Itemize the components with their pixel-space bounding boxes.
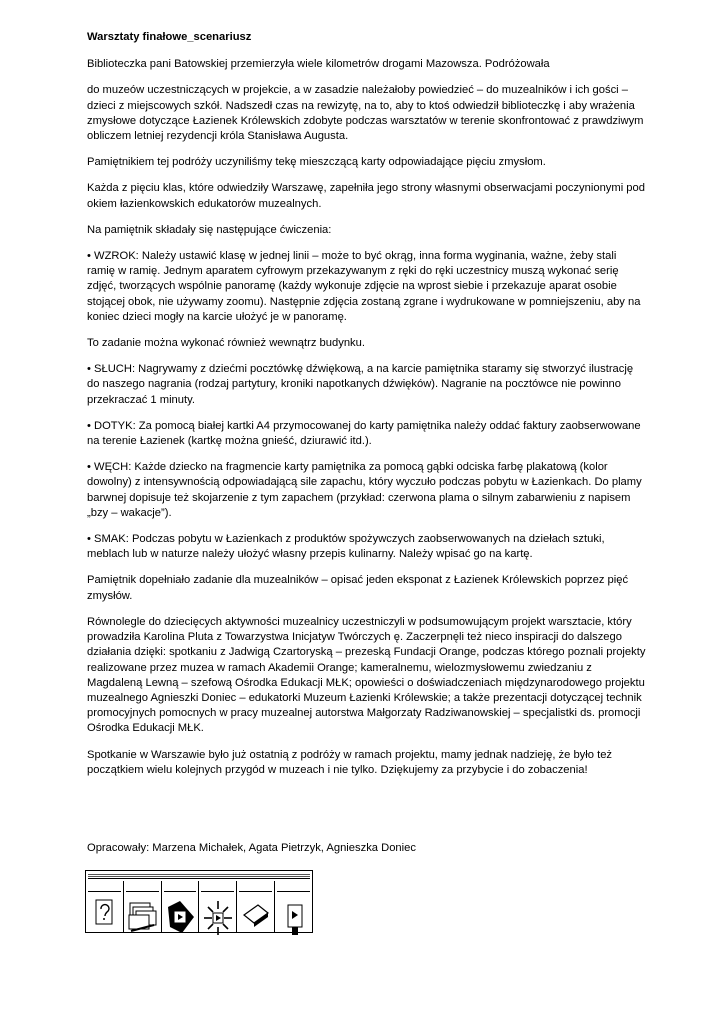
paragraph-wech: • WĘCH: Każde dziecko na fragmencie karty pamiętnika za pomocą gąbki odciska farbę plakatową (kolor dowolny) z intensywnością odpowiadającą sile zapachu, który wyczuło podczas pobytu w Łazienkach. Do plamy barwnej dopisuje też skojarzenie z tym zapachem (przykład: czerwona plama o silnym zabarwieniu z napisem „bzy – wakacje”). (87, 461, 642, 519)
stamp-cell (236, 881, 274, 932)
author-line: Opracowały: Marzena Michałek, Agata Pietrzyk, Agnieszka Doniec (87, 842, 416, 854)
paragraph: Pamiętnikiem tej podróży uczyniliśmy tekę mieszczącą karty odpowiadające pięciu zmysłom. (87, 156, 546, 169)
document-title: Warsztaty finałowe_scenariusz (87, 31, 252, 43)
ear-icon (93, 897, 115, 927)
project-stamp (85, 870, 313, 933)
stamp-cell (86, 881, 123, 932)
paragraph: Spotkanie w Warszawie było już ostatnią z podróży w ramach projektu, mamy jednak nadzieję, że było też początkiem wielu kolejnych przygód w muzeach i nie tylko. Dziękujemy za przybycie i do zobaczenia! (87, 748, 613, 776)
stamp-cell (198, 881, 236, 932)
touch-icon (240, 897, 272, 939)
paragraph: Pamiętnik dopełniało zadanie dla muzealników – opisać jeden eksponat z Łazienek Królewskich poprzez pięć zmysłów. (87, 574, 629, 602)
sun-icon (202, 897, 234, 939)
stamp-cell (123, 881, 161, 932)
stamp-cell (161, 881, 199, 932)
paragraph: To zadanie można wykonać również wewnątrz budynku. (87, 337, 365, 350)
paragraph-dotyk: • DOTYK: Za pomocą białej kartki A4 przymocowanej do karty pamiętnika należy oddać faktury zaobserwowane na terenie Łazienek (kartkę można gnieść, dziurawić itd.). (87, 419, 641, 448)
paragraph: Biblioteczka pani Batowskiej przemierzyła wiele kilometrów drogami Mazowsza. Podróżowała (87, 58, 550, 71)
paragraph: Każda z pięciu klas, które odwiedziły Warszawę, zapełniła jego strony własnymi obserwacjami poczynionymi pod okiem łazienkowskich edukatorów muzealnych. (87, 182, 645, 210)
paragraph: Równolegle do dziecięcych aktywności muzealnicy uczestniczyli w podsumowującym projekt warsztacie, który prowadziła Karolina Pluta z Towarzystwa Inicjatyw Twórczych ę. Zaczerpnęli też nieco inspiracji do dalszego działania dzięki: spotkaniu z Jadwigą Czartoryską – prezeską Fundacji Orange, podczas którego poznali projekty realizowane przez muzea w ramach Akademii Orange; kameralnemu, wielozmysłowemu zwiedzaniu z Magdaleną Lewną – szefową Ośrodka Edukacji MŁK; opowieści o doświadczeniach międzynarodowego projektu muzealnego Agnieszki Doniec – edukatorki Muzeum Łazienki Królewskie; a także prezentacji dotyczącej technik promocyjnych pomocnych w pracy muzealnej autorstwa Małgorzaty Radziwanowskiej – specjalistki ds. promocji Ośrodka Edukacji MŁK. (87, 615, 646, 735)
panorama-icon (126, 897, 158, 939)
document (87, 30, 647, 789)
smell-icon (278, 897, 310, 939)
paragraph-sluch: • SŁUCH: Nagrywamy z dziećmi pocztówkę dźwiękową, a na karcie pamiętnika staramy się stworzyć ilustrację do naszego nagrania (rodzaj partytury, kroniki napotkanych dźwięków). Nagranie na pocztówce nie powinno przekraczać 1 minuty. (87, 363, 634, 406)
paragraph: do muzeów uczestniczących w projekcie, a w zasadzie należałoby powiedzieć – do muzealników i ich gości – dzieci z miejscowych szkół. Nadszedł czas na rewizytę, na to, aby to ktoś odwiedził biblioteczkę i aby wrażenia zmysłowe dotyczące Łazienek Królewskich zdobyte podczas warsztatów w terenie skonfrontować z prawdziwym obliczem letniej rezydencji króla Stanisława Augusta. (87, 84, 644, 143)
sound-icon (164, 897, 196, 939)
stamp-header (88, 873, 310, 879)
paragraph: Na pamiętnik składały się następujące ćwiczenia: (87, 223, 332, 236)
stamp-cell (274, 881, 312, 932)
paragraph-wzrok: • WZROK: Należy ustawić klasę w jednej linii – może to być okrąg, inna forma wyginania, ważne, żeby stali ramię w ramię. Jednym aparatem cyfrowym przekazywanym z ręki do ręki uczestnicy muszą wykonać serię zdjęć, tworzących wspólnie panoramę (każdy wykonuje zdjęcie na wprost siebie i przekazuje aparat osobie stojącej obok, nie używamy zoomu). Następnie zdjęcia zostaną zgrane i wydrukowane w pomniejszeniu, aby na koniec dzieci mogły na karcie ułożyć je w panoramę. (87, 250, 641, 323)
paragraph-smak: • SMAK: Podczas pobytu w Łazienkach z produktów spożywczych zaobserwowanych na dziełach sztuki, meblach lub w naturze należy ułożyć własny przepis kulinarny. Należy wpisać go na kartę. (87, 533, 605, 561)
